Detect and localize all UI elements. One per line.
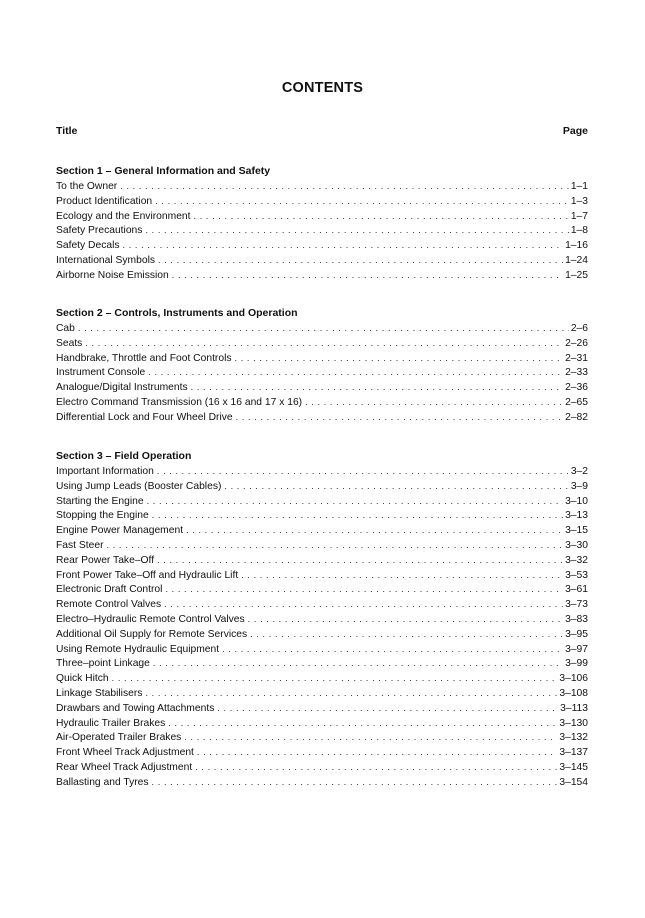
- toc-entry-page: 3–61: [565, 584, 588, 596]
- toc-entry-label: Hydraulic Trailer Brakes: [56, 717, 166, 729]
- dot-leader: [197, 745, 557, 760]
- toc-entry: [56, 523, 588, 538]
- toc-entry-label: Using Remote Hydraulic Equipment: [56, 643, 220, 655]
- toc-entry: [56, 745, 588, 760]
- toc-entry: [56, 508, 588, 523]
- toc-entry: [56, 612, 588, 627]
- toc-entry-label: Important Information: [56, 466, 154, 477]
- toc-entry-page: 3–32: [565, 554, 588, 566]
- toc-entry-page: 3–10: [565, 495, 588, 507]
- section-heading: Section 1 – General Information and Safety: [56, 165, 271, 177]
- toc-entry: [56, 179, 588, 194]
- section-2: [56, 306, 588, 425]
- toc-entry-page: 3–106: [559, 673, 588, 685]
- toc-entry: [56, 701, 588, 716]
- toc-entry-page: 2–65: [565, 396, 588, 408]
- dot-leader: [195, 760, 557, 775]
- toc-entry-page: 3–99: [565, 658, 588, 670]
- dot-leader: [145, 686, 557, 701]
- toc-entry: [56, 582, 588, 597]
- dot-leader: [224, 479, 568, 494]
- toc-entry: [56, 656, 588, 671]
- dot-leader: [194, 209, 569, 224]
- toc-entry-label: Electro–Hydraulic Remote Control Valves: [56, 613, 245, 625]
- dot-leader: [236, 410, 563, 425]
- dot-leader: [157, 553, 563, 568]
- toc-entry-page: 1–16: [565, 240, 588, 252]
- toc-entry-page: 3–9: [570, 480, 588, 492]
- toc-entry-label: Front Wheel Track Adjustment: [56, 747, 194, 759]
- toc-entry-page: 2–6: [570, 323, 588, 334]
- toc-entry-label: Cab: [56, 323, 75, 334]
- dot-leader: [241, 568, 563, 583]
- dot-leader: [164, 597, 563, 612]
- toc-entry-label: Using Jump Leads (Booster Cables): [56, 480, 222, 492]
- section-3: [56, 449, 588, 790]
- dot-leader: [85, 336, 563, 351]
- dot-leader: [155, 194, 569, 209]
- dot-leader: [152, 508, 563, 523]
- toc-entry-label: Seats: [56, 337, 83, 349]
- toc-entry-label: Stopping the Engine: [56, 510, 149, 522]
- toc-entry: [56, 223, 588, 238]
- toc-entry-label: To the Owner: [56, 181, 118, 192]
- dot-leader: [172, 268, 563, 283]
- toc-entry: [56, 194, 588, 209]
- column-header-title: Title: [56, 125, 78, 137]
- toc-entry-label: Handbrake, Throttle and Foot Controls: [56, 352, 232, 364]
- toc-entry-page: 1–1: [570, 181, 588, 192]
- toc-entry-label: Airborne Noise Emission: [56, 269, 169, 281]
- toc-entry: [56, 760, 588, 775]
- toc-entry: [56, 730, 588, 745]
- dot-leader: [107, 538, 564, 553]
- toc-entry-page: 1–3: [570, 195, 588, 207]
- toc-entry-page: 2–36: [565, 382, 588, 394]
- toc-entry-page: 3–15: [565, 525, 588, 537]
- toc-entry: [56, 553, 588, 568]
- section-1: [56, 164, 588, 283]
- toc-entry-page: 1–7: [570, 210, 588, 222]
- toc-entry: [56, 253, 588, 268]
- dot-leader: [78, 321, 569, 336]
- toc-entry-page: 3–154: [559, 776, 588, 788]
- toc-entry: [56, 238, 588, 253]
- toc-entry-page: 3–13: [565, 510, 588, 522]
- toc-entry-page: 3–2: [570, 466, 588, 477]
- toc-entry: [56, 568, 588, 583]
- toc-entry-label: Electronic Draft Control: [56, 584, 163, 596]
- toc-entry-label: Product Identification: [56, 195, 153, 207]
- toc-entry: [56, 336, 588, 351]
- section-heading: Section 3 – Field Operation: [56, 450, 192, 462]
- toc-entry: [56, 597, 588, 612]
- toc-entry-page: 3–53: [565, 569, 588, 581]
- toc-entry-page: 3–73: [565, 599, 588, 611]
- toc-entry: [56, 494, 588, 509]
- toc-entry: [56, 410, 588, 425]
- toc-entry-label: Linkage Stabilisers: [56, 687, 143, 699]
- toc-entry-page: 2–31: [565, 352, 588, 364]
- toc-entry-page: 3–137: [559, 747, 588, 759]
- toc-entry-page: 1–25: [565, 269, 588, 281]
- toc-entry: [56, 671, 588, 686]
- dot-leader: [217, 701, 558, 716]
- page-title: CONTENTS: [281, 80, 364, 96]
- dot-leader: [112, 671, 558, 686]
- toc-entry-label: Engine Power Management: [56, 525, 184, 537]
- dot-leader: [305, 395, 563, 410]
- dot-leader: [145, 223, 568, 238]
- dot-leader: [147, 494, 563, 509]
- toc-entry-label: Ecology and the Environment: [56, 210, 191, 222]
- dot-leader: [235, 351, 564, 366]
- dot-leader: [148, 365, 563, 380]
- toc-entry: [56, 479, 588, 494]
- dot-leader: [157, 464, 569, 479]
- dot-leader: [186, 523, 563, 538]
- toc-entry-label: Safety Decals: [56, 240, 120, 252]
- toc-entry: [56, 351, 588, 366]
- toc-entry-page: 3–83: [565, 613, 588, 625]
- toc-entry-label: Instrument Console: [56, 367, 146, 379]
- toc-entry: [56, 716, 588, 731]
- toc-entry-label: Remote Control Valves: [56, 599, 162, 611]
- dot-leader: [191, 380, 563, 395]
- toc-entry-label: Quick Hitch: [56, 673, 109, 685]
- toc-entry-page: 3–30: [565, 539, 588, 551]
- toc-entry-page: 3–113: [560, 702, 588, 714]
- toc-entry: [56, 395, 588, 410]
- toc-entry-label: Three–point Linkage: [56, 658, 150, 670]
- toc-entry-page: 3–130: [559, 717, 588, 729]
- toc-entry-page: 3–145: [559, 761, 588, 773]
- toc-entry-page: 3–132: [559, 732, 588, 744]
- toc-entry: [56, 209, 588, 224]
- toc-entry-label: Electro Command Transmission (16 x 16 and 17 x 16): [56, 396, 303, 408]
- dot-leader: [158, 253, 563, 268]
- toc-entry: [56, 686, 588, 701]
- toc-entry-page: 3–97: [565, 643, 588, 655]
- dot-leader: [250, 627, 563, 642]
- toc-entry: [56, 321, 588, 336]
- toc-entry-page: 3–95: [565, 628, 588, 640]
- toc-entry-label: Starting the Engine: [56, 495, 144, 507]
- toc-entry-label: Ballasting and Tyres: [56, 776, 149, 788]
- dot-leader: [153, 656, 563, 671]
- dot-leader: [165, 582, 563, 597]
- toc-entry-label: Safety Precautions: [56, 225, 143, 237]
- toc-entry: [56, 775, 588, 790]
- toc-entry: [56, 642, 588, 657]
- dot-leader: [184, 730, 557, 745]
- toc-entry-label: Drawbars and Towing Attachments: [56, 702, 215, 714]
- toc-entry-label: Fast Steer: [56, 539, 104, 551]
- section-heading: Section 2 – Controls, Instruments and Operation: [56, 307, 298, 319]
- dot-leader: [152, 775, 558, 790]
- toc-entry-label: International Symbols: [56, 254, 156, 266]
- toc-entry: [56, 380, 588, 395]
- toc-entry: [56, 538, 588, 553]
- toc-entry-page: 1–24: [565, 254, 588, 266]
- toc-entry: [56, 464, 588, 479]
- dot-leader: [168, 716, 557, 731]
- toc-entry-page: 2–26: [565, 337, 588, 349]
- column-header-page: Page: [562, 125, 588, 137]
- toc-entry-page: 3–108: [559, 687, 588, 699]
- toc-entry: [56, 627, 588, 642]
- toc-entry-label: Differential Lock and Four Wheel Drive: [56, 411, 233, 423]
- toc-entry-label: Additional Oil Supply for Remote Services: [56, 628, 248, 640]
- toc-entry-page: 2–82: [565, 411, 588, 423]
- toc-entry-label: Front Power Take–Off and Hydraulic Lift: [56, 569, 239, 581]
- dot-leader: [248, 612, 563, 627]
- dot-leader: [120, 179, 569, 194]
- toc-entry-page: 1–8: [570, 225, 588, 237]
- toc-entry-label: Air-Operated Trailer Brakes: [56, 732, 182, 744]
- toc-entry-page: 2–33: [565, 367, 588, 379]
- dot-leader: [123, 238, 564, 253]
- toc-entry-label: Rear Wheel Track Adjustment: [56, 761, 193, 773]
- dot-leader: [222, 642, 563, 657]
- toc-entry-label: Rear Power Take–Off: [56, 554, 155, 566]
- toc-entry: [56, 365, 588, 380]
- toc-entry: [56, 268, 588, 283]
- toc-entry-label: Analogue/Digital Instruments: [56, 382, 188, 394]
